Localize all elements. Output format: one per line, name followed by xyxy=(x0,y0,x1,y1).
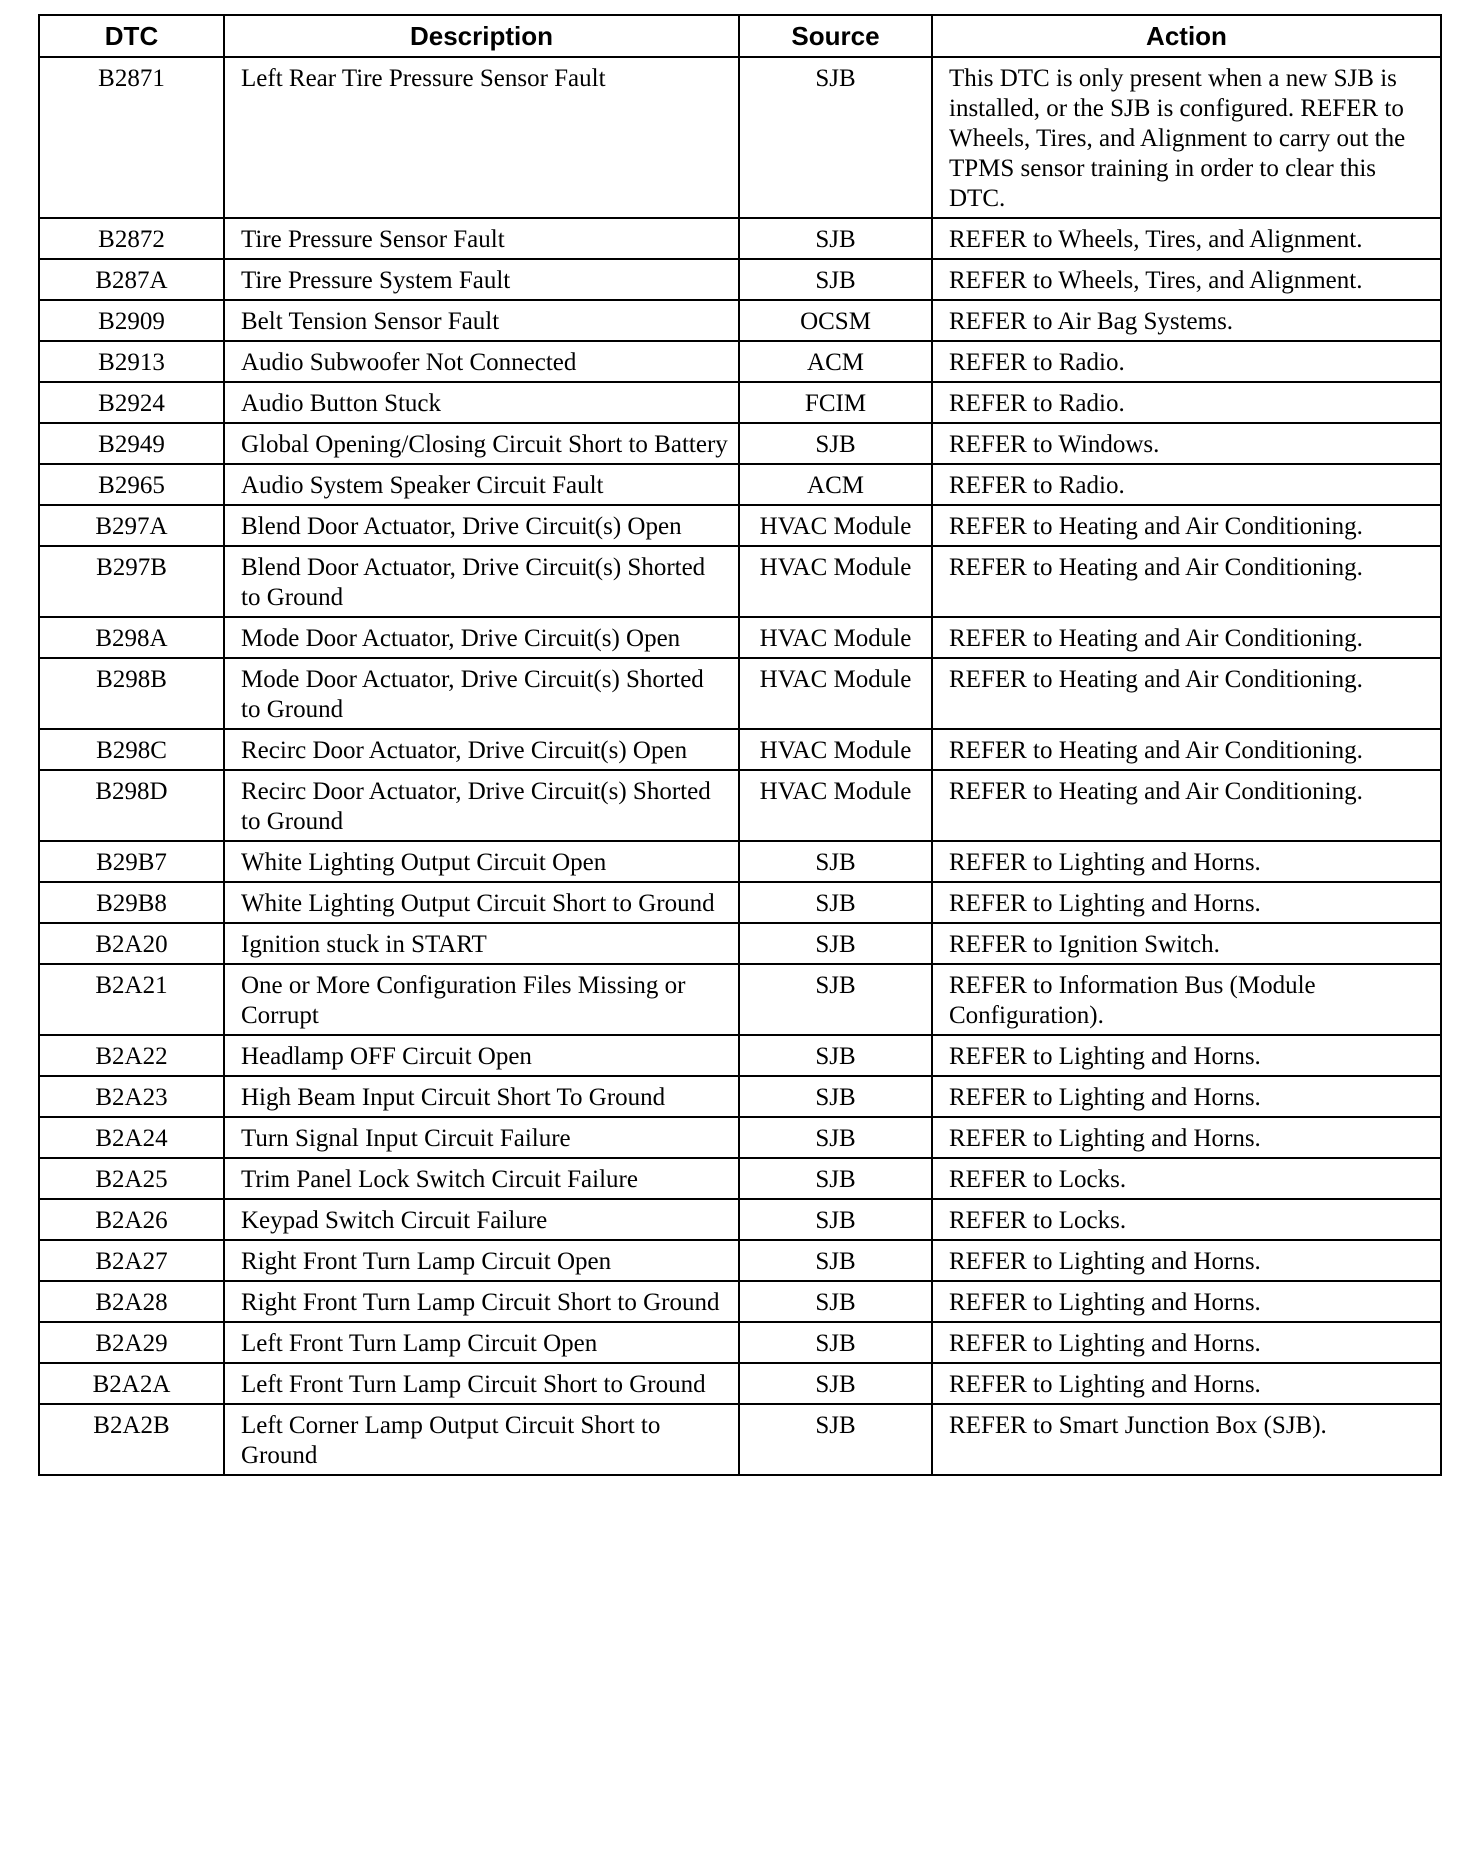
table-row xyxy=(39,658,1441,729)
dtc-description: Ignition stuck in START xyxy=(224,923,739,964)
dtc-code: B2A23 xyxy=(39,1076,224,1117)
table-row xyxy=(39,617,1441,658)
dtc-action: REFER to Radio. xyxy=(932,382,1441,423)
table-row xyxy=(39,1240,1441,1281)
dtc-source: HVAC Module xyxy=(739,770,932,841)
dtc-description: Turn Signal Input Circuit Failure xyxy=(224,1117,739,1158)
dtc-code: B2A22 xyxy=(39,1035,224,1076)
table-row xyxy=(39,1117,1441,1158)
dtc-action: REFER to Lighting and Horns. xyxy=(932,882,1441,923)
dtc-description: Blend Door Actuator, Drive Circuit(s) Shorted to Ground xyxy=(224,546,739,617)
dtc-action: REFER to Locks. xyxy=(932,1158,1441,1199)
dtc-source: SJB xyxy=(739,57,932,218)
dtc-description: Left Front Turn Lamp Circuit Short to Ground xyxy=(224,1363,739,1404)
table-row xyxy=(39,300,1441,341)
dtc-description: Keypad Switch Circuit Failure xyxy=(224,1199,739,1240)
dtc-description: Right Front Turn Lamp Circuit Open xyxy=(224,1240,739,1281)
dtc-source: SJB xyxy=(739,259,932,300)
table-row xyxy=(39,1158,1441,1199)
dtc-description: Audio Subwoofer Not Connected xyxy=(224,341,739,382)
header-action: Action xyxy=(932,15,1441,57)
dtc-source: SJB xyxy=(739,882,932,923)
table-row xyxy=(39,1035,1441,1076)
dtc-action: REFER to Windows. xyxy=(932,423,1441,464)
dtc-code: B297A xyxy=(39,505,224,546)
dtc-description: Left Front Turn Lamp Circuit Open xyxy=(224,1322,739,1363)
dtc-description: Recirc Door Actuator, Drive Circuit(s) Shorted to Ground xyxy=(224,770,739,841)
dtc-description: Belt Tension Sensor Fault xyxy=(224,300,739,341)
dtc-code: B2A29 xyxy=(39,1322,224,1363)
header-dtc: DTC xyxy=(39,15,224,57)
dtc-action: REFER to Heating and Air Conditioning. xyxy=(932,505,1441,546)
table-row xyxy=(39,341,1441,382)
dtc-action: REFER to Wheels, Tires, and Alignment. xyxy=(932,218,1441,259)
table-header xyxy=(39,15,1441,57)
table-row xyxy=(39,505,1441,546)
dtc-source: SJB xyxy=(739,1158,932,1199)
dtc-code: B2A21 xyxy=(39,964,224,1035)
dtc-code: B2909 xyxy=(39,300,224,341)
dtc-description: One or More Configuration Files Missing or Corrupt xyxy=(224,964,739,1035)
dtc-code: B2913 xyxy=(39,341,224,382)
dtc-action: REFER to Heating and Air Conditioning. xyxy=(932,729,1441,770)
dtc-code: B2A2B xyxy=(39,1404,224,1475)
dtc-source: SJB xyxy=(739,1322,932,1363)
table-row xyxy=(39,1363,1441,1404)
dtc-description: Recirc Door Actuator, Drive Circuit(s) Open xyxy=(224,729,739,770)
dtc-code: B29B8 xyxy=(39,882,224,923)
table-row xyxy=(39,57,1441,218)
dtc-source: SJB xyxy=(739,1117,932,1158)
dtc-action: REFER to Heating and Air Conditioning. xyxy=(932,617,1441,658)
dtc-code: B2949 xyxy=(39,423,224,464)
dtc-source: OCSM xyxy=(739,300,932,341)
dtc-source: SJB xyxy=(739,964,932,1035)
dtc-source: SJB xyxy=(739,1035,932,1076)
dtc-action: REFER to Air Bag Systems. xyxy=(932,300,1441,341)
dtc-code: B2871 xyxy=(39,57,224,218)
dtc-code: B298D xyxy=(39,770,224,841)
dtc-source: HVAC Module xyxy=(739,546,932,617)
dtc-action: REFER to Locks. xyxy=(932,1199,1441,1240)
dtc-description: Headlamp OFF Circuit Open xyxy=(224,1035,739,1076)
dtc-action: REFER to Lighting and Horns. xyxy=(932,1363,1441,1404)
table-body xyxy=(39,57,1441,1475)
dtc-action: REFER to Lighting and Horns. xyxy=(932,841,1441,882)
dtc-description: Global Opening/Closing Circuit Short to Battery xyxy=(224,423,739,464)
dtc-action: REFER to Smart Junction Box (SJB). xyxy=(932,1404,1441,1475)
table-row xyxy=(39,1199,1441,1240)
header-source: Source xyxy=(739,15,932,57)
dtc-action: REFER to Heating and Air Conditioning. xyxy=(932,658,1441,729)
dtc-action: REFER to Lighting and Horns. xyxy=(932,1117,1441,1158)
dtc-source: SJB xyxy=(739,841,932,882)
dtc-code: B2872 xyxy=(39,218,224,259)
dtc-code: B298A xyxy=(39,617,224,658)
dtc-action: REFER to Heating and Air Conditioning. xyxy=(932,546,1441,617)
dtc-code: B297B xyxy=(39,546,224,617)
dtc-description: Mode Door Actuator, Drive Circuit(s) Open xyxy=(224,617,739,658)
dtc-source: SJB xyxy=(739,1076,932,1117)
dtc-source: HVAC Module xyxy=(739,729,932,770)
dtc-source: HVAC Module xyxy=(739,658,932,729)
table-row xyxy=(39,1404,1441,1475)
table-row xyxy=(39,1322,1441,1363)
table-row xyxy=(39,882,1441,923)
dtc-action: REFER to Ignition Switch. xyxy=(932,923,1441,964)
table-row xyxy=(39,1076,1441,1117)
dtc-action: REFER to Radio. xyxy=(932,464,1441,505)
dtc-description: Tire Pressure System Fault xyxy=(224,259,739,300)
dtc-code: B2A2A xyxy=(39,1363,224,1404)
dtc-code: B298B xyxy=(39,658,224,729)
table-row xyxy=(39,964,1441,1035)
dtc-action: REFER to Lighting and Horns. xyxy=(932,1322,1441,1363)
dtc-source: SJB xyxy=(739,1281,932,1322)
dtc-description: Blend Door Actuator, Drive Circuit(s) Open xyxy=(224,505,739,546)
dtc-source: HVAC Module xyxy=(739,505,932,546)
dtc-description: Left Corner Lamp Output Circuit Short to Ground xyxy=(224,1404,739,1475)
dtc-table xyxy=(38,14,1442,1476)
table-row xyxy=(39,382,1441,423)
dtc-action: REFER to Heating and Air Conditioning. xyxy=(932,770,1441,841)
dtc-description: Tire Pressure Sensor Fault xyxy=(224,218,739,259)
dtc-description: White Lighting Output Circuit Short to Ground xyxy=(224,882,739,923)
header-row xyxy=(39,15,1441,57)
table-row xyxy=(39,841,1441,882)
dtc-source: SJB xyxy=(739,1199,932,1240)
dtc-action: REFER to Lighting and Horns. xyxy=(932,1076,1441,1117)
dtc-action: REFER to Wheels, Tires, and Alignment. xyxy=(932,259,1441,300)
dtc-source: ACM xyxy=(739,341,932,382)
dtc-source: SJB xyxy=(739,923,932,964)
dtc-source: SJB xyxy=(739,423,932,464)
dtc-source: SJB xyxy=(739,218,932,259)
dtc-source: FCIM xyxy=(739,382,932,423)
dtc-action: REFER to Lighting and Horns. xyxy=(932,1240,1441,1281)
dtc-source: SJB xyxy=(739,1363,932,1404)
dtc-code: B2A24 xyxy=(39,1117,224,1158)
dtc-source: ACM xyxy=(739,464,932,505)
dtc-code: B2A20 xyxy=(39,923,224,964)
dtc-code: B2A25 xyxy=(39,1158,224,1199)
dtc-source: SJB xyxy=(739,1404,932,1475)
dtc-description: Audio System Speaker Circuit Fault xyxy=(224,464,739,505)
table-row xyxy=(39,729,1441,770)
dtc-code: B2965 xyxy=(39,464,224,505)
dtc-action: REFER to Radio. xyxy=(932,341,1441,382)
dtc-action: REFER to Lighting and Horns. xyxy=(932,1281,1441,1322)
table-row xyxy=(39,464,1441,505)
table-row xyxy=(39,1281,1441,1322)
table-row xyxy=(39,423,1441,464)
dtc-action: REFER to Information Bus (Module Configuration). xyxy=(932,964,1441,1035)
dtc-description: White Lighting Output Circuit Open xyxy=(224,841,739,882)
table-row xyxy=(39,770,1441,841)
dtc-description: Trim Panel Lock Switch Circuit Failure xyxy=(224,1158,739,1199)
dtc-description: Mode Door Actuator, Drive Circuit(s) Shorted to Ground xyxy=(224,658,739,729)
dtc-source: SJB xyxy=(739,1240,932,1281)
dtc-code: B2924 xyxy=(39,382,224,423)
dtc-code: B298C xyxy=(39,729,224,770)
table-row xyxy=(39,218,1441,259)
dtc-description: Right Front Turn Lamp Circuit Short to Ground xyxy=(224,1281,739,1322)
dtc-description: Audio Button Stuck xyxy=(224,382,739,423)
dtc-action: This DTC is only present when a new SJB is installed, or the SJB is configured. REFER to Wheels, Tires, and Alignment to carry out the TPMS sensor training in order to clear this DTC. xyxy=(932,57,1441,218)
table-row xyxy=(39,259,1441,300)
dtc-code: B29B7 xyxy=(39,841,224,882)
dtc-action: REFER to Lighting and Horns. xyxy=(932,1035,1441,1076)
dtc-code: B287A xyxy=(39,259,224,300)
dtc-code: B2A28 xyxy=(39,1281,224,1322)
dtc-source: HVAC Module xyxy=(739,617,932,658)
dtc-code: B2A27 xyxy=(39,1240,224,1281)
table-row xyxy=(39,923,1441,964)
table-row xyxy=(39,546,1441,617)
header-description: Description xyxy=(224,15,739,57)
dtc-description: High Beam Input Circuit Short To Ground xyxy=(224,1076,739,1117)
dtc-code: B2A26 xyxy=(39,1199,224,1240)
dtc-description: Left Rear Tire Pressure Sensor Fault xyxy=(224,57,739,218)
